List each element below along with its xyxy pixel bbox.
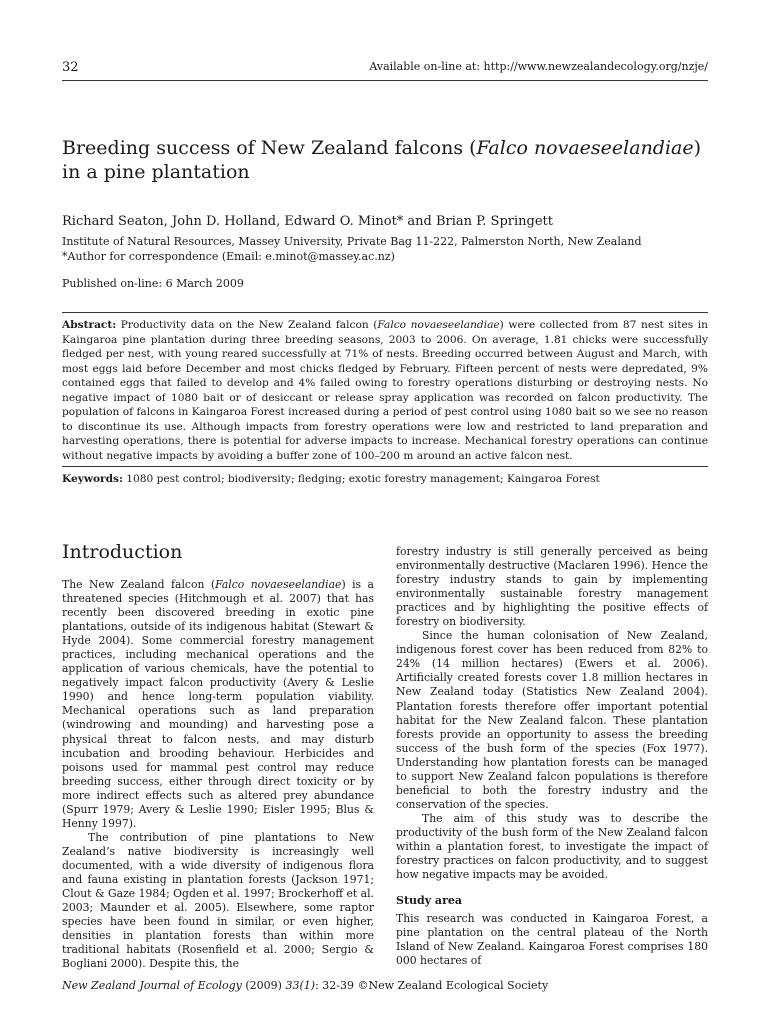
intro-paragraph-1 (62, 578, 374, 831)
header-rule (62, 80, 708, 81)
footer-year: (2009) (241, 979, 286, 992)
study-area-heading: Study area (396, 894, 462, 908)
keywords (62, 472, 708, 486)
page-number: 32 (62, 60, 79, 75)
footer-journal: New Zealand Journal of Ecology (62, 979, 242, 992)
authors: Richard Seaton, John D. Holland, Edward O. Minot* and Brian P. Springett (62, 214, 553, 229)
footer-citation (62, 979, 548, 992)
abstract-bottom-rule (62, 466, 708, 467)
title-text: Breeding success of New Zealand falcons ( (62, 137, 477, 159)
right-column (396, 545, 708, 968)
intro-paragraph-5: The aim of this study was to describe the productivity of the bush form of the New Zealand falcon within a plantation forest, to investigate the impact of forestry practices on falcon productivity, and to suggest how negative impacts may be avoided. (396, 811, 708, 882)
intro-paragraph-3: forestry industry is still generally perceived as being environmentally destructive (Maclaren 1996). Hence the forestry industry stands to gain by implementing environmentally sustainable forestry management practices and by highlighting the positive effects of forestry on biodiversity. (396, 545, 708, 629)
keywords-text: 1080 pest control; biodiversity; fledging; exotic forestry management; Kaingaroa Forest (122, 473, 600, 485)
title-species: Falco novaeseelandiae (476, 137, 694, 159)
abstract-text-rest: ) were collected from 87 nest sites in Kaingaroa pine plantation during three breeding seasons, 2003 to 2006. On average, 1.81 chicks were successfully fledged per nest, with young reared successfully at 71% of nests. Breeding occurred between August and March, with most eggs laid before December and most chicks fledged by February. Fifteen percent of nests were depredated, 9% contained eggs that failed to develop and 4% failed owing to forestry operations disturbing or destroying nests. No negative impact of 1080 bait or of desiccant or release spray application was recorded on falcon productivity. The population of falcons in Kaingaroa Forest increased during a period of pest control using 1080 bait so we see no reason to discontinue its use. Although impacts from forestry operations were low and restricted to land preparation and harvesting operations, there is potential for adverse impacts to increase. Mechanical forestry operations can continue without negative impacts by avoiding a buffer zone of 100–200 m around an active falcon nest. (62, 319, 708, 462)
left-column (62, 578, 374, 971)
abstract-top-rule (62, 312, 708, 313)
abstract-species: Falco novaeseelandiae (377, 319, 500, 331)
intro-p1-text-rest: ) is a threatened species (Hitchmough et al. 2007) that has recently been discovered breeding in exotic pine plantations, outside of its indigenous habitat (Stewart & Hyde 2004). Some commercial forestry management practices, including mechanical operations and the application of various chemicals, have the potential to negatively impact falcon productivity (Avery & Leslie 1990) and hence long-term population viability. Mechanical operations such as land preparation (windrowing and mounding) and harvesting pose a physical threat to falcon nests, and may disturb incubation and brooding behaviour. Herbicides and poisons used for mammal pest control may reduce breeding success, either through direct toxicity or by more indirect effects such as altered prey abundance (Spurr 1979; Avery & Leslie 1990; Eisler 1995; Blus & Henny 1997). (62, 578, 374, 830)
affiliation: Institute of Natural Resources, Massey University, Private Bag 11-222, Palmerston North, New Zealand (62, 235, 642, 248)
study-area-paragraph: This research was conducted in Kaingaroa Forest, a pine plantation on the central plateau of the North Island of New Zealand. Kaingaroa Forest comprises 180 000 hectares of (396, 912, 708, 968)
abstract (62, 318, 708, 463)
intro-paragraph-2: The contribution of pine plantations to New Zealand’s native biodiversity is increasingly well documented, with a wide diversity of indigenous flora and fauna existing in plantation forests (Jackson 1971; Clout & Gaze 1984; Ogden et al. 1997; Brockerhoff et al. 2003; Maunder et al. 2005). Elsewhere, some raptor species have been found in similar, or even higher, densities in plantation forests than within more traditional habitats (Rosenfield et al. 2000; Sergio & Bogliani 2000). Despite this, the (62, 830, 374, 971)
availability-url[interactable]: Available on-line at: http://www.newzealandecology.org/nzje/ (369, 60, 708, 73)
article-title (62, 136, 712, 184)
intro-p1-text: The New Zealand falcon ( (62, 578, 216, 591)
intro-heading: Introduction (62, 541, 183, 563)
abstract-text: Productivity data on the New Zealand falcon ( (116, 319, 378, 331)
abstract-label: Abstract: (62, 319, 117, 331)
intro-p1-species: Falco novaeseelandiae (215, 578, 342, 591)
footer-rest: : 32-39 ©New Zealand Ecological Society (315, 979, 549, 992)
correspondence: *Author for correspondence (Email: e.minot@massey.ac.nz) (62, 250, 395, 263)
footer-volume: 33(1) (285, 979, 316, 992)
intro-paragraph-4: Since the human colonisation of New Zealand, indigenous forest cover has been reduced from 82% to 24% (14 million hectares) (Ewers et al. 2006). Artificially created forests cover 1.8 million hectares in New Zealand today (Statistics New Zealand 2004). Plantation forests therefore offer important potential habitat for the New Zealand falcon. These plantation forests provide an opportunity to assess the breeding success of the bush form of the species (Fox 1977). Understanding how plantation forests can be managed to support New Zealand falcon populations is therefore beneficial to both the forestry industry and the conservation of the species. (396, 629, 708, 811)
title-text-end: ) in a pine plantation (62, 137, 702, 183)
keywords-label: Keywords: (62, 473, 123, 485)
published-date: Published on-line: 6 March 2009 (62, 277, 244, 290)
